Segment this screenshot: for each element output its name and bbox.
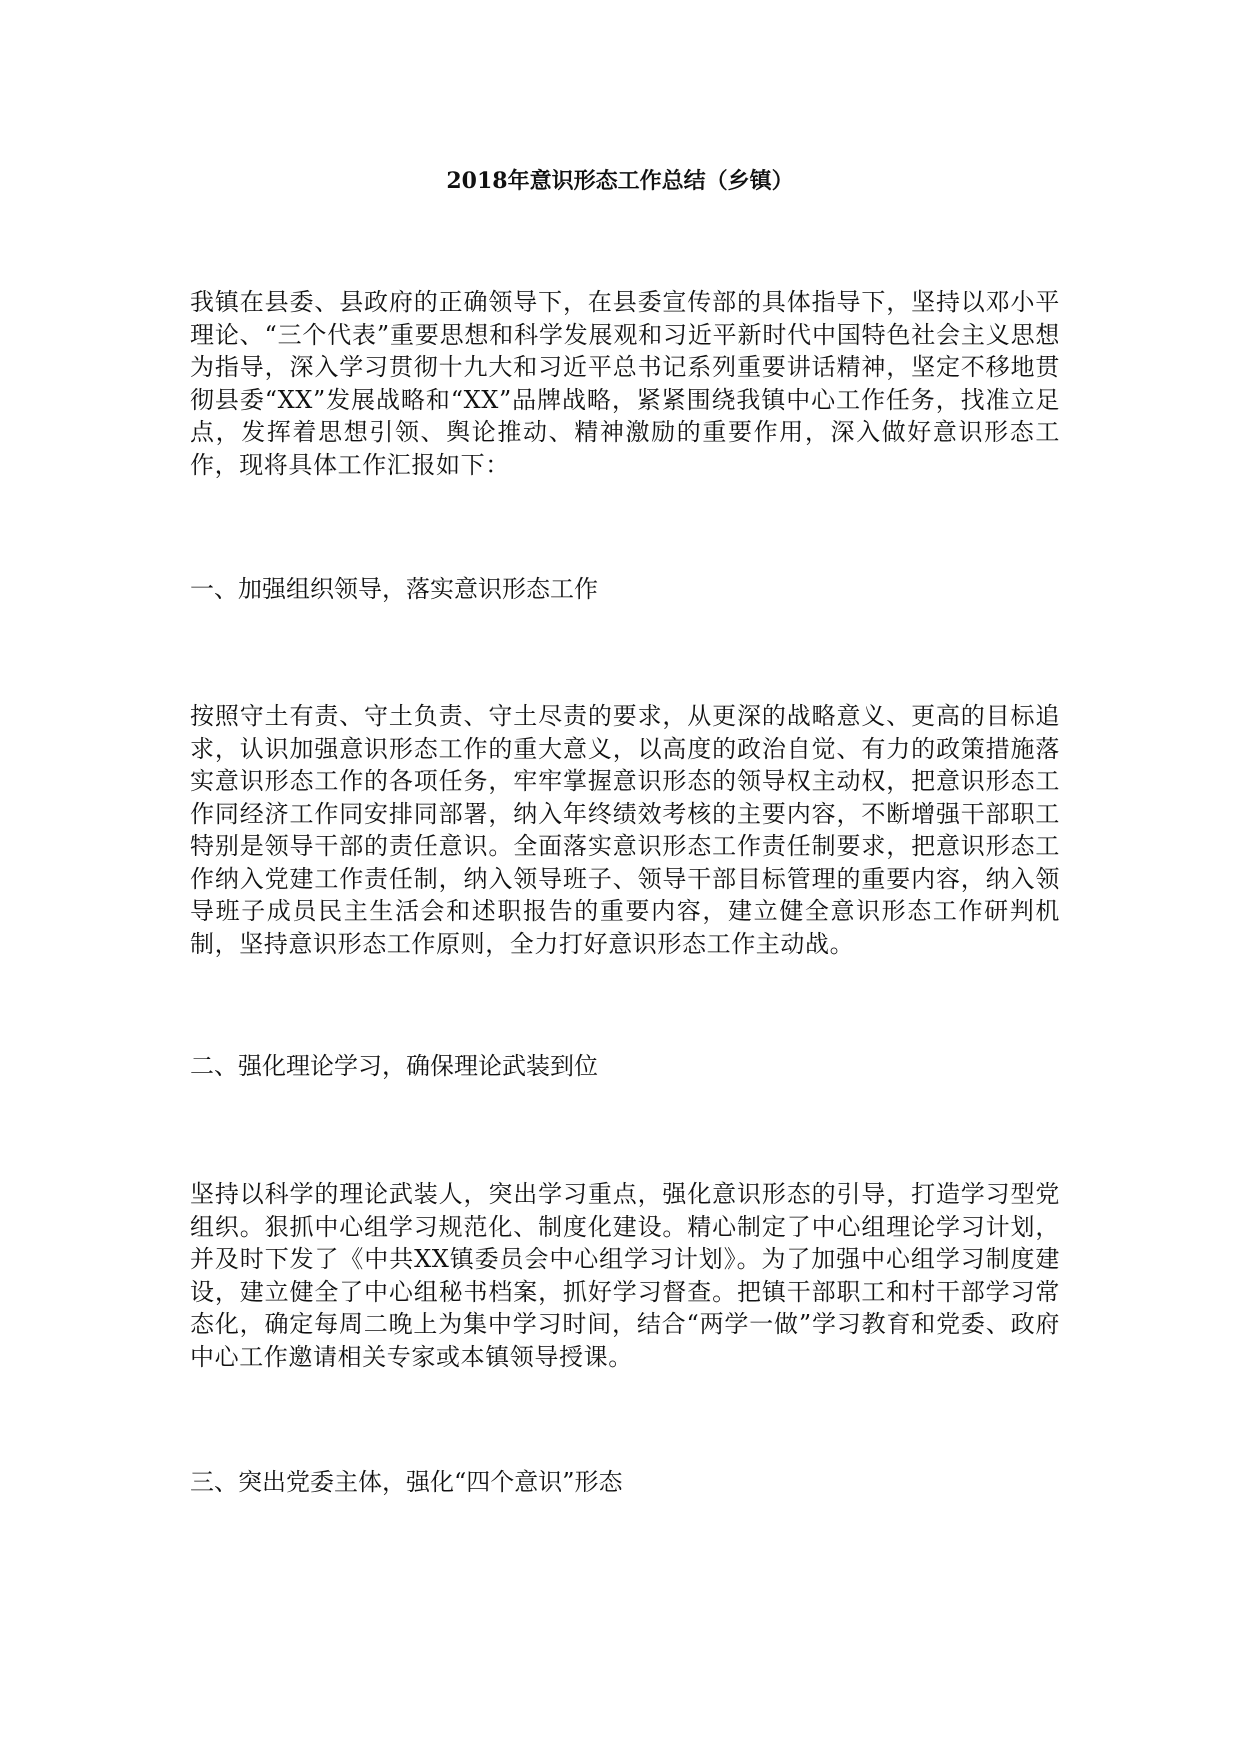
intro-paragraph: 我镇在县委、县政府的正确领导下，在县委宣传部的具体指导下，坚持以邓小平理论、“三个代表”重要思想和科学发展观和习近平新时代中国特色社会主义思想为指导，深入学习贯彻十九大和习近平总书记系列重要讲话精神，坚定不移地贯彻县委“XX”发展战略和“XX”品牌战略，紧紧围绕我镇中心工作任务，找准立足点，发挥着思想引领、舆论推动、精神激励的重要作用，深入做好意识形态工作，现将具体工作汇报如下： xyxy=(190,288,1060,479)
section-body-one: 按照守土有责、守土负责、守土尽责的要求，从更深的战略意义、更高的目标追求，认识加强意识形态工作的重大意义，以高度的政治自觉、有力的政策措施落实意识形态工作的各项任务，牢牢掌握意识形态的领导权主动权，把意识形态工作同经济工作同安排同部署，纳入年终绩效考核的主要内容，不断增强干部职工特别是领导干部的责任意识。全面落实意识形态工作责任制要求，把意识形态工作纳入党建工作责任制，纳入领导班子、领导干部目标管理的重要内容，纳入领导班子成员民主生活会和述职报告的重要内容，建立健全意识形态工作研判机制，坚持意识形态工作原则，全力打好意识形态工作主动战。 xyxy=(190,702,1060,958)
section-heading-two: 二、强化理论学习，确保理论武装到位 xyxy=(190,1052,598,1080)
section-heading-one: 一、加强组织领导，落实意识形态工作 xyxy=(190,575,598,603)
document-title: 2018年意识形态工作总结（乡镇） xyxy=(446,168,794,194)
section-heading-three: 三、突出党委主体，强化“四个意识”形态 xyxy=(190,1468,623,1496)
section-body-two: 坚持以科学的理论武装人，突出学习重点，强化意识形态的引导，打造学习型党组织。狠抓中心组学习规范化、制度化建设。精心制定了中心组理论学习计划，并及时下发了《中共XX镇委员会中心组学习计划》。为了加强中心组学习制度建设，建立健全了中心组秘书档案，抓好学习督查。把镇干部职工和村干部学习常态化，确定每周二晚上为集中学习时间，结合“两学一做”学习教育和党委、政府中心工作邀请相关专家或本镇领导授课。 xyxy=(190,1180,1060,1371)
